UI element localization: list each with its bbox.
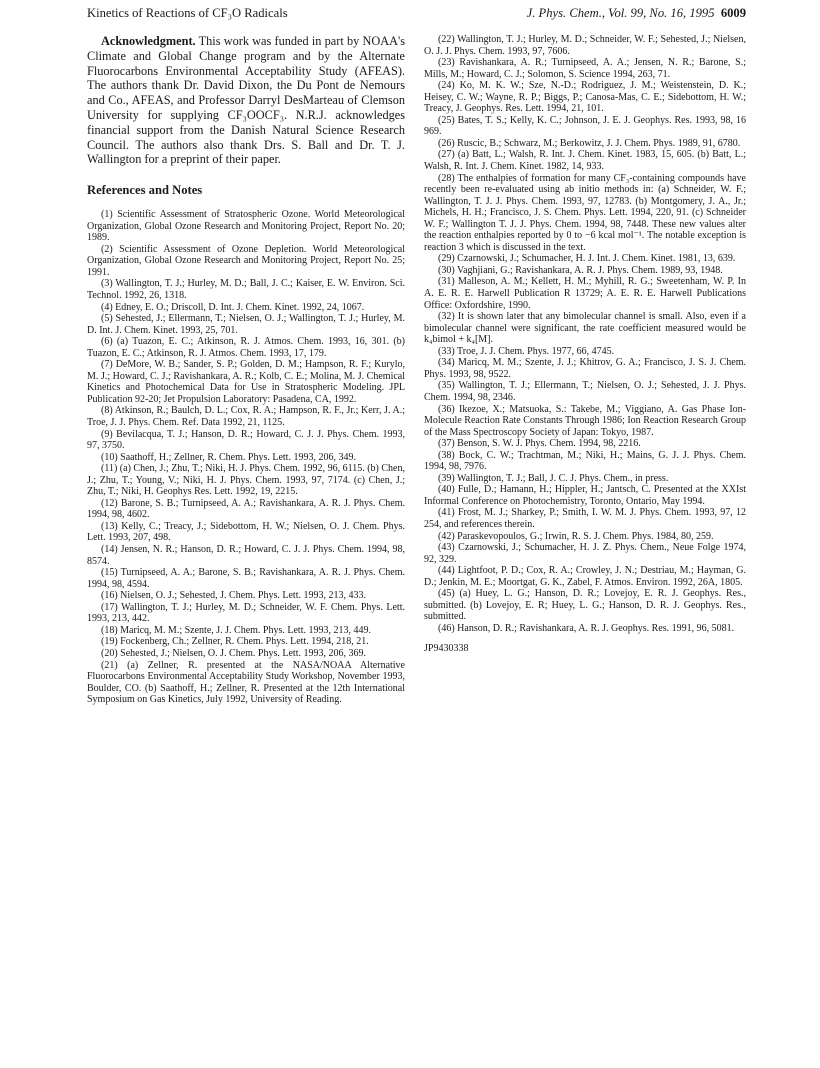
reference-item: (27) (a) Batt, L.; Walsh, R. Int. J. Chem. Kinet. 1983, 15, 605. (b) Batt, L.; Walsh, R. Int. J. Chem. Kinet. 1982, 14, 933. <box>424 149 746 173</box>
journal-citation <box>527 6 746 21</box>
reference-item: (40) Fulle, D.; Hamann, H.; Hippler, H.; Jantsch, C. Presented at the XXIst Informal Conference on Photochemistry, Toronto, Ontario, May 1994. <box>424 484 746 507</box>
journal-name: J. Phys. Chem., <box>526 6 605 20</box>
reference-item: (15) Turnipseed, A. A.; Barone, S. B.; Ravishankara, A. R. J. Phys. Chem. 1994, 98, 4594. <box>87 567 405 590</box>
reference-list-right <box>424 34 746 634</box>
reference-item: (38) Bock, C. W.; Trachtman, M.; Niki, H.; Mains, G. J. J. Phys. Chem. 1994, 98, 7976. <box>424 449 746 473</box>
acknowledgment-text: This work was funded in part by NOAA's Climate and Global Change program and by the Alternate Fluorocarbons Environmental Acceptability Study (AFEAS). The authors thank Dr. David Dixon, the Du Pont de Nemours and Co., AFEAS, and Professor Darryl DesMarteau of Clemson University for supplying CF₃OOCF₃. N.R.J. acknowledges financial support from the Danish Natural Science Research Council. The authors also thank Drs. S. Ball and Dr. T. J. Wallington for a preprint of their paper. <box>87 34 405 167</box>
reference-item: (39) Wallington, T. J.; Ball, J. C. J. Phys. Chem., in press. <box>438 472 669 484</box>
acknowledgment <box>87 34 405 167</box>
reference-item: (3) Wallington, T. J.; Hurley, M. D.; Ball, J. C.; Kaiser, E. W. Environ. Sci. Technol. 1992, 26, 1318. <box>87 278 405 301</box>
reference-item: (19) Fockenberg, Ch.; Zellner, R. Chem. Phys. Lett. 1994, 218, 21. <box>101 636 369 648</box>
reference-list-left <box>87 209 405 706</box>
reference-item: (28) The enthalpies of formation for many CF₃-containing compounds have recently been re-evaluated using ab initio methods in: (a) Schneider, W. F.; Wallington, T. J. J. Phys. Chem. 1993, 97, 12783. (b) Montgomery, J. A., Jr.; Michels, H. H.; Francisco, J. S. Chem. Phys. Lett. 1994, 220, 91. (c) Schneider W. F.; Wallington T. J. J. Phys. Chem. 1994, 98, 7448. These new values alter the reaction enthalpies reported by 0 to −6 kcal mol⁻¹. The notable exception is reaction 3 which is discussed in the text. <box>424 172 746 253</box>
reference-item: (7) DeMore, W. B.; Sander, S. P.; Golden, D. M.; Hampson, R. F.; Kurylo, M. J.; Howard, C. J.; Ravishankara, A. R.; Kolb, C. E.; Molina, M. J. Chemical Kinetics and Photochemical Data for Use in Stratospheric Modeling. JPL Publication 92-20; Jet Propulsion Laboratory: Pasadena, CA, 1992. <box>87 359 405 405</box>
right-column <box>424 34 746 654</box>
reference-item: (21) (a) Zellner, R. presented at the NASA/NOAA Alternative Fluorocarbons Environmental Acceptability Study Workshop, November 1993, Boulder, CO. (b) Saathoff, H.; Zellner, R. Presented at the 12th International Symposium on Gas Kinetics, July 1992, University of Reading. <box>87 659 405 706</box>
reference-item: (33) Troe, J. J. Chem. Phys. 1977, 66, 4745. <box>438 345 615 357</box>
reference-item: (46) Hanson, D. R.; Ravishankara, A. R. J. Geophys. Res. 1991, 96, 5081. <box>438 622 735 634</box>
reference-item: (29) Czarnowski, J.; Schumacher, H. J. Int. J. Chem. Kinet. 1981, 13, 639. <box>438 253 736 265</box>
reference-item: (5) Sehested, J.; Ellermann, T.; Nielsen, O. J.; Wallington, T. J.; Hurley, M. D. Int. J. Chem. Kinet. 1993, 25, 701. <box>87 313 405 336</box>
reference-item: (16) Nielsen, O. J.; Sehested, J. Chem. Phys. Lett. 1993, 213, 433. <box>101 590 366 602</box>
reference-item: (17) Wallington, T. J.; Hurley, M. D.; Schneider, W. F. Chem. Phys. Lett. 1993, 213, 442. <box>87 601 405 625</box>
reference-item: (37) Benson, S. W. J. Phys. Chem. 1994, 98, 2216. <box>438 438 641 450</box>
reference-item: (18) Maricq, M. M.; Szente, J. J. Chem. Phys. Lett. 1993, 213, 449. <box>101 624 371 636</box>
running-title: Kinetics of Reactions of CF₃O Radicals <box>87 6 288 20</box>
reference-item: (8) Atkinson, R.; Baulch, D. L.; Cox, R. A.; Hampson, R. F., Jr.; Kerr, J. A.; Troe, J. J. Phys. Chem. Ref. Data 1992, 21, 1125. <box>87 405 405 429</box>
running-header <box>87 6 746 26</box>
reference-item: (10) Saathoff, H.; Zellner, R. Chem. Phys. Lett. 1993, 206, 349. <box>101 451 356 463</box>
reference-item: (44) Lightfoot, P. D.; Cox, R. A.; Crowley, J. N.; Destriau, M.; Hayman, G. D.; Jenkin, M. E.; Moortgat, G. K., Zabel, F. Atmos. Environ. 1992, 26A, 1805. <box>424 565 746 588</box>
reference-item: (41) Frost, M. J.; Sharkey, P.; Smith, I. W. M. J. Phys. Chem. 1993, 97, 12 254, and references therein. <box>424 507 746 530</box>
reference-item: (24) Ko, M. K. W.; Sze, N.-D.; Rodriguez, J. M.; Weistenstein, D. K.; Heisey, C. W.; Wayne, R. P.; Biggs, P.; Canosa-Mas, C. E.; Sidebottom, H. W.; Treacy, J. Geophys. Res. Lett. 1994, 21, 101. <box>424 80 746 115</box>
journal-volume-issue: Vol. 99, No. 16, 1995 <box>608 6 715 20</box>
reference-item: (43) Czarnowski, J.; Schumacher, H. J. Z. Phys. Chem., Neue Folge 1974, 92, 329. <box>424 542 746 565</box>
reference-item: (14) Jensen, N. R.; Hanson, D. R.; Howard, C. J. J. Phys. Chem. 1994, 98, 8574. <box>87 544 405 567</box>
reference-item: (30) Vaghjiani, G.; Ravishankara, A. R. J. Phys. Chem. 1989, 93, 1948. <box>438 264 723 276</box>
reference-item: (4) Edney, E. O.; Driscoll, D. Int. J. Chem. Kinet. 1992, 24, 1067. <box>101 301 365 313</box>
acknowledgment-heading: Acknowledgment. <box>101 34 196 48</box>
reference-item: (12) Barone, S. B.; Turnipseed, A. A.; Ravishankara, A. R. J. Phys. Chem. 1994, 98, 4602. <box>87 497 405 521</box>
references-heading: References and Notes <box>87 183 203 198</box>
reference-item: (11) (a) Chen, J.; Zhu, T.; Niki, H. J. Phys. Chem. 1992, 96, 6115. (b) Chen, J.; Zhu, T.; Young, V.; Niki, H. J. Phys. Chem. 1993, 97, 7174. (c) Chen, J.; Zhu, T.; Niki, H. Geophys Res. Lett. 1992, 19, 2215. <box>87 463 405 498</box>
reference-item: (36) Ikezoe, X.; Matsuoka, S.: Takebe, M.; Viggiano, A. Gas Phase Ion-Molecule Reaction Rate Constants Through 1986; Ion Reaction Research Group of the Mass Spectroscopy Society of Japan: Tokyo, 1987. <box>424 403 746 438</box>
left-column <box>87 34 405 706</box>
reference-item: (20) Sehested, J.; Nielsen, O. J. Chem. Phys. Lett. 1993, 206, 369. <box>101 647 366 659</box>
reference-item: (9) Bevilacqua, T. J.; Hanson, D. R.; Howard, C. J. J. Phys. Chem. 1993, 97, 3750. <box>87 428 405 452</box>
reference-item: (23) Ravishankara, A. R.; Turnipseed, A. A.; Jensen, N. R.; Barone, S.; Mills, M.; Howard, C. J.; Solomon, S. Science 1994, 263, 71. <box>424 57 746 80</box>
reference-item: (34) Maricq, M. M.; Szente, J. J.; Khitrov, G. A.; Francisco, J. S. J. Chem. Phys. 1993, 98, 9522. <box>424 357 746 380</box>
manuscript-id: JP9430338 <box>424 643 469 655</box>
reference-item: (42) Paraskevopoulos, G.; Irwin, R. S. J. Chem. Phys. 1984, 80, 259. <box>438 530 714 542</box>
reference-item: (1) Scientific Assessment of Stratospheric Ozone. World Meteorological Organization, Global Ozone Research and Monitoring Project, Report No. 20; 1989. <box>87 209 405 244</box>
reference-item: (2) Scientific Assessment of Ozone Depletion. World Meteorological Organization, Global Ozone Research and Monitoring Project, Report No. 25; 1991. <box>87 243 405 278</box>
page-number: 6009 <box>720 6 746 20</box>
reference-item: (31) Malleson, A. M.; Kellett, H. M.; Myhill, R. G.; Sweetenham, W. P. In A. E. R. E. Harwell Publication R 13729; A. E. R. E. Harwell Publications Office: Oxfordshire, 1990. <box>424 276 746 311</box>
reference-item: (22) Wallington, T. J.; Hurley, M. D.; Schneider, W. F.; Sehested, J.; Nielsen, O. J. J. Phys. Chem. 1993, 97, 7606. <box>424 34 746 57</box>
reference-item: (6) (a) Tuazon, E. C.; Atkinson, R. J. Atmos. Chem. 1993, 16, 301. (b) Tuazon, E. C.; Atkinson, R. J. Atmos. Chem. 1993, 17, 179. <box>87 336 405 359</box>
reference-item: (45) (a) Huey, L. G.; Hanson, D. R.; Lovejoy, E. R. J. Geophys. Res., submitted. (b) Lovejoy, E. R; Huey, L. G.; Hanson, D. R. J. Geophys. Res., submitted. <box>424 588 746 623</box>
reference-item: (32) It is shown later that any bimolecular channel is small. Also, even if a bimolecular channel were significant, the rate coefficient measured would be k₄bimol + k₄[M]. <box>424 311 746 346</box>
reference-item: (13) Kelly, C.; Treacy, J.; Sidebottom, H. W.; Nielsen, O. J. Chem. Phys. Lett. 1993, 207, 498. <box>87 520 405 544</box>
reference-item: (35) Wallington, T. J.; Ellermann, T.; Nielsen, O. J.; Sehested, J. J. Phys. Chem. 1994, 98, 2346. <box>424 380 746 403</box>
reference-item: (25) Bates, T. S.; Kelly, K. C.; Johnson, J. E. J. Geophys. Res. 1993, 98, 16 969. <box>424 114 746 138</box>
reference-item: (26) Ruscic, B.; Schwarz, M.; Berkowitz, J. J. Chem. Phys. 1989, 91, 6780. <box>438 137 741 149</box>
